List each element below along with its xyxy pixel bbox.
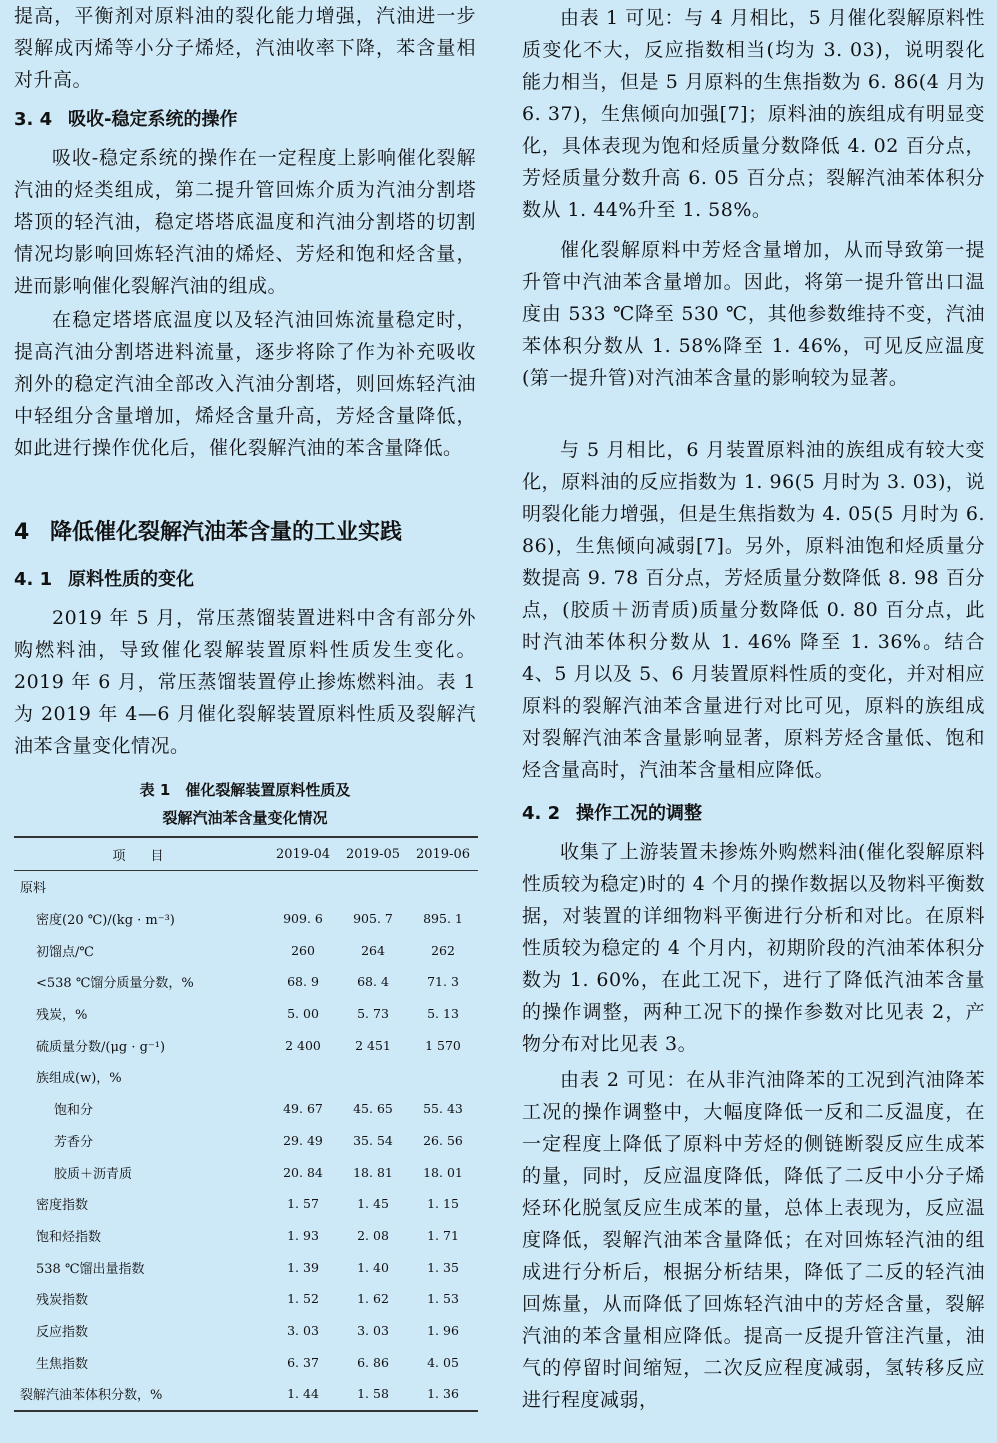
section-heading-4-1 [14, 568, 476, 592]
table-caption [14, 776, 476, 832]
paragraph: 提高，平衡剂对原料油的裂化能力增强，汽油进一步裂解成丙烯等小分子烯烃，汽油收率下降，苯含量相对升高。 [14, 5, 476, 91]
table-row [14, 1188, 478, 1220]
cell: 68. 9 [287, 974, 319, 990]
table-row [14, 1378, 478, 1411]
row-label: 538 ℃馏出量指数 [36, 1261, 145, 1277]
table-row [14, 1156, 478, 1188]
cell: 909. 6 [283, 911, 323, 927]
row-label: 硫质量分数/(μg · g⁻¹) [36, 1039, 166, 1055]
cell: 1. 45 [357, 1196, 389, 1212]
cell: 1. 96 [427, 1322, 459, 1338]
cell: 3. 03 [357, 1322, 389, 1338]
table-row [14, 934, 478, 966]
table-header-row [14, 837, 478, 871]
row-label: 芳香分 [54, 1134, 94, 1150]
cell: 260 [291, 942, 315, 958]
row-label: 反应指数 [36, 1324, 89, 1340]
cell: 905. 7 [353, 911, 393, 927]
row-label: 残炭，% [36, 1008, 88, 1024]
cell: 35. 54 [353, 1132, 393, 1148]
data-table [14, 836, 478, 1412]
cell: 4. 05 [427, 1354, 459, 1370]
row-label: 胶质＋沥青质 [54, 1166, 133, 1182]
cell: 20. 84 [283, 1164, 323, 1180]
cell: 68. 4 [357, 974, 389, 990]
paragraph: 由表 1 可见：与 4 月相比，5 月催化裂解原料性质变化不大，反应指数相当(均为 3. 03)，说明裂化能力相当，但是 5 月原料的生焦指数为 6. 86(4 月为 6. 37)，生焦倾向加强[7]；原料油的族组成有明显变化，具体表现为饱和烃质量分数降低 4. 02 百分点，芳烃质量分数升高 6. 05 百分点；裂解汽油苯体积分数从 1. 44%升至 1. 58%。 [522, 7, 985, 221]
cell: 1. 93 [287, 1227, 319, 1243]
cell: 1. 39 [287, 1259, 319, 1275]
cell: 1. 53 [427, 1291, 459, 1307]
cell: 45. 65 [353, 1101, 393, 1117]
table-row [14, 1220, 478, 1252]
row-label: 密度指数 [36, 1198, 89, 1214]
table-row [14, 1315, 478, 1347]
row-label: 原料 [20, 881, 47, 897]
cell: 1. 62 [357, 1291, 389, 1307]
cell: 71. 3 [427, 974, 459, 990]
cell: 2 400 [285, 1037, 321, 1053]
section-number: 4 [14, 520, 30, 545]
paragraph: 与 5 月相比，6 月装置原料油的族组成有较大变化，原料油的反应指数为 1. 96(5 月时为 3. 03)，说明裂化能力增强，但是生焦指数为 4. 05(5 月时为 6. 86)，生焦倾向减弱[7]。另外，原料油饱和烃质量分数提高 9. 78 百分点，芳烃质量分数降低 8. 98 百分点，(胶质＋沥青质)质量分数降低 0. 80 百分点，此时汽油苯体积分数从 1. 46% 降至 1. 36%。结合 4、5 月以及 5、6 月装置原料性质的变化，并对相应原料的裂解汽油苯含量进行对比可见，原料的族组成对裂解汽油苯含量影响显著，原料芳烃含量低、饱和烃含量高时，汽油苯含量相应降低。 [522, 439, 985, 781]
cell: 1. 57 [287, 1196, 319, 1212]
cell [268, 871, 338, 903]
table-row [14, 871, 478, 903]
cell: 1. 44 [287, 1386, 319, 1402]
cell: 1 570 [425, 1037, 461, 1053]
cell [338, 871, 408, 903]
row-label: <538 ℃馏分质量分数，% [36, 976, 194, 992]
cell: 29. 49 [283, 1132, 323, 1148]
cell [408, 871, 478, 903]
row-label: 裂解汽油苯体积分数，% [20, 1388, 163, 1404]
section-heading-4 [14, 518, 476, 548]
section-title: 吸收-稳定系统的操作 [68, 109, 238, 130]
row-label: 饱和烃指数 [36, 1229, 102, 1245]
cell [338, 1061, 408, 1093]
cell [268, 1061, 338, 1093]
cell: 5. 13 [427, 1006, 459, 1022]
section-number: 4. 1 [14, 569, 53, 590]
table-header: 2019-05 [345, 846, 401, 862]
table-row [14, 1125, 478, 1157]
cell: 1. 52 [287, 1291, 319, 1307]
cell: 55. 43 [423, 1101, 463, 1117]
cell: 264 [361, 942, 385, 958]
table-caption-line: 裂解汽油苯含量变化情况 [162, 809, 328, 827]
cell: 26. 56 [423, 1132, 463, 1148]
cell: 2 451 [355, 1037, 391, 1053]
section-number: 3. 4 [14, 109, 53, 130]
paragraph: 收集了上游装置未掺炼外购燃料油(催化裂解原料性质较为稳定)时的 4 个月的操作数据以及物料平衡数据，对装置的详细物料平衡进行分析和对比。在原料性质较为稳定的 4 个月内，初期阶段的汽油苯体积分数为 1. 60%，在此工况下，进行了降低汽油苯含量的操作调整，两种工况下的操作参数对比见表 2，产物分布对比见表 3。 [522, 841, 985, 1055]
section-title: 降低催化裂解汽油苯含量的工业实践 [50, 520, 403, 545]
table-row [14, 1346, 478, 1378]
row-label: 初馏点/℃ [36, 944, 94, 960]
row-label: 密度(20 ℃)/(kg · m⁻³) [36, 913, 175, 929]
table-row [14, 903, 478, 935]
section-title: 操作工况的调整 [576, 803, 702, 824]
row-label: 族组成(w)，% [36, 1071, 122, 1087]
table-row [14, 998, 478, 1030]
cell: 5. 73 [357, 1006, 389, 1022]
table-row [14, 1029, 478, 1061]
table-row [14, 1251, 478, 1283]
section-title: 原料性质的变化 [68, 569, 194, 590]
cell: 895. 1 [423, 911, 463, 927]
paragraph: 催化裂解原料中芳烃含量增加，从而导致第一提升管中汽油苯含量增加。因此，将第一提升管出口温度由 533 ℃降至 530 ℃，其他参数维持不变，汽油苯体积分数从 1. 58%降至 1. 46%，可见反应温度(第一提升管)对汽油苯含量的影响较为显著。 [522, 239, 985, 389]
cell: 1. 15 [427, 1196, 459, 1212]
paragraph: 吸收-稳定系统的操作在一定程度上影响催化裂解汽油的烃类组成，第二提升管回炼介质为汽油分割塔塔顶的轻汽油，稳定塔塔底温度和汽油分割塔的切割情况均影响回炼轻汽油的烯烃、芳烃和饱和烃含量，进而影响催化裂解汽油的组成。 [14, 147, 476, 297]
table-header: 2019-04 [275, 846, 331, 862]
paragraph: 在稳定塔塔底温度以及轻汽油回炼流量稳定时，提高汽油分割塔进料流量，逐步将除了作为补充吸收剂外的稳定汽油全部改入汽油分割塔，则回炼轻汽油中轻组分含量增加，烯烃含量升高，芳烃含量降低，如此进行操作优化后，催化裂解汽油的苯含量降低。 [14, 309, 476, 459]
table-header: 项 目 [112, 848, 170, 864]
cell: 1. 40 [357, 1259, 389, 1275]
cell: 1. 35 [427, 1259, 459, 1275]
row-label: 饱和分 [54, 1103, 94, 1119]
row-label: 残炭指数 [36, 1293, 89, 1309]
right-column [522, 0, 985, 1416]
cell: 1. 71 [427, 1227, 459, 1243]
section-heading-3-4 [14, 108, 476, 132]
cell: 49. 67 [283, 1101, 323, 1117]
cell: 6. 86 [357, 1354, 389, 1370]
cell: 5. 00 [287, 1006, 319, 1022]
table-row [14, 1093, 478, 1125]
table-caption-line: 表 1 催化裂解装置原料性质及 [139, 781, 351, 799]
cell [408, 1061, 478, 1093]
cell: 1. 58 [357, 1386, 389, 1402]
paragraph: 2019 年 5 月，常压蒸馏装置进料中含有部分外购燃料油，导致催化裂解装置原料性质发生变化。2019 年 6 月，常压蒸馏装置停止掺炼燃料油。表 1 为 2019 年 4—6 月催化裂解装置原料性质及裂解汽油苯含量变化情况。 [14, 607, 476, 757]
table-row [14, 1283, 478, 1315]
table-header: 2019-06 [415, 846, 471, 862]
row-label: 生焦指数 [36, 1356, 89, 1372]
section-number: 4. 2 [522, 803, 561, 824]
cell: 2. 08 [357, 1227, 389, 1243]
table-row [14, 966, 478, 998]
cell: 18. 01 [423, 1164, 463, 1180]
cell: 18. 81 [353, 1164, 393, 1180]
left-column [14, 0, 476, 1412]
cell: 6. 37 [287, 1354, 319, 1370]
cell: 1. 36 [427, 1386, 459, 1402]
table-row [14, 1061, 478, 1093]
paragraph: 由表 2 可见：在从非汽油降苯的工况到汽油降苯工况的操作调整中，大幅度降低一反和二反温度，在一定程度上降低了原料中芳烃的侧链断裂反应生成苯的量，同时，反应温度降低，降低了二反中小分子烯烃环化脱氢反应生成苯的量，总体上表现为，反应温度降低，裂解汽油苯含量降低；在对回炼轻汽油的组成进行分析后，根据分析结果，降低了二反的轻汽油回炼量，从而降低了回炼轻汽油中的芳烃含量，裂解汽油的苯含量相应降低。提高一反提升管注汽量，油气的停留时间缩短，二次反应程度减弱，氢转移反应进行程度减弱， [522, 1069, 985, 1411]
cell: 3. 03 [287, 1322, 319, 1338]
cell: 262 [431, 942, 455, 958]
section-heading-4-2 [522, 802, 985, 826]
